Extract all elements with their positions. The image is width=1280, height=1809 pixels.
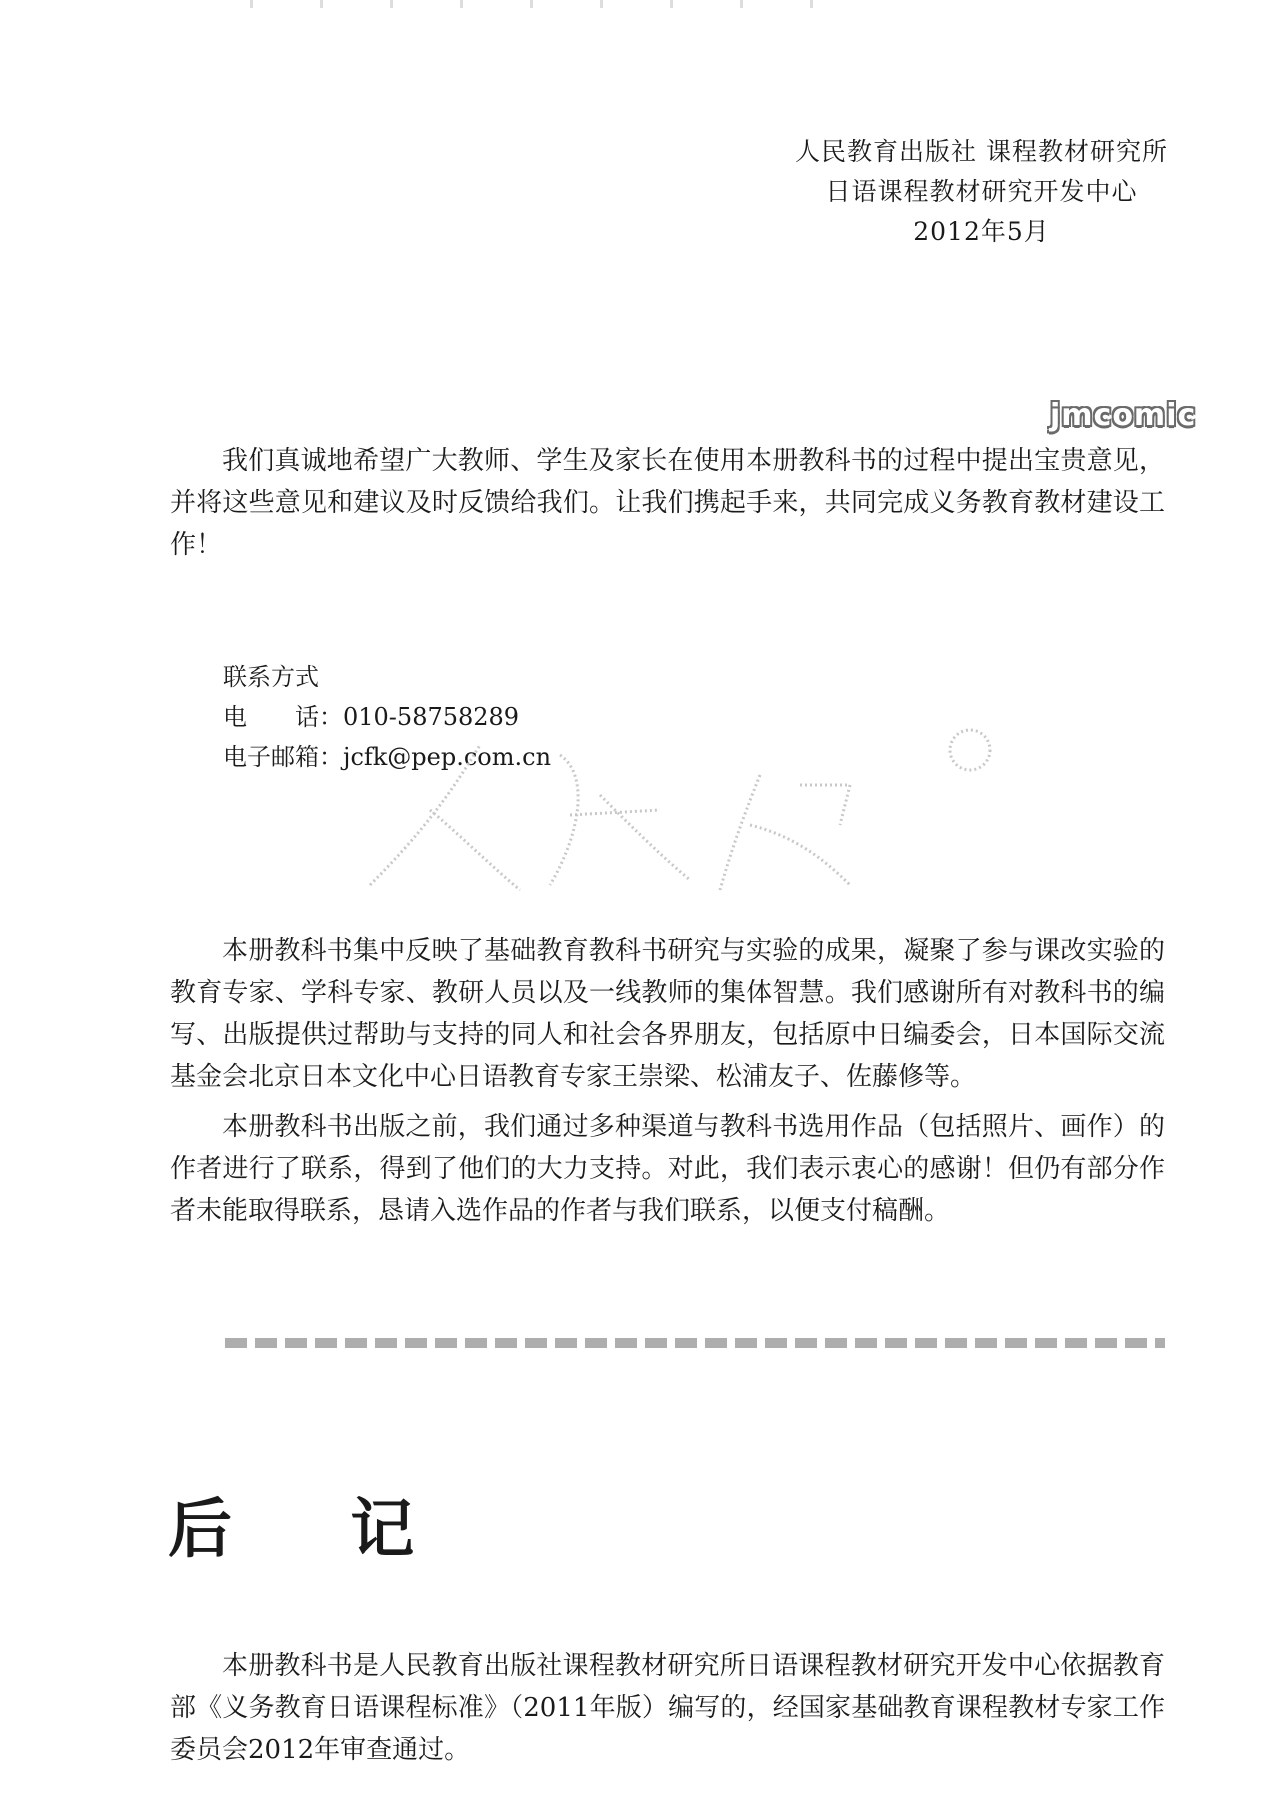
postscript-text: 本册教科书是人民教育出版社课程教材研究所日语课程教材研究开发中心依据教育部《义务教育日语课程标准》（2011年版）编写的，经国家基础教育课程教材专家工作委员会2012年审查通过。 (170, 1651, 1165, 1765)
signature-block (795, 132, 1168, 252)
publisher-logo-watermark (330, 715, 1010, 905)
appeal-paragraph (170, 440, 1165, 566)
acknowledgement-paragraph-2: 本册教科书出版之前，我们通过多种渠道与教科书选用作品（包括照片、画作）的作者进行了联系，得到了他们的大力支持。对此，我们表示衷心的感谢！但仍有部分作者未能取得联系，恳请入选作品的作者与我们联系，以便支付稿酬。 (170, 1112, 1165, 1226)
signature-date: 2012年5月 (913, 217, 1050, 246)
phone-number: 010-58758289 (343, 703, 520, 731)
signature-center: 日语课程教材研究开发中心 (825, 177, 1138, 206)
contact-title: 联系方式 (223, 663, 319, 691)
phone-label: 电 话： (223, 703, 343, 731)
cut-off-text-remnant (220, 0, 860, 8)
signature-publisher: 人民教育出版社 课程教材研究所 (795, 137, 1168, 166)
acknowledgement-paragraph-1: 本册教科书集中反映了基础教育教科书研究与实验的成果，凝聚了参与课改实验的教育专家、学科专家、教研人员以及一线教师的集体智慧。我们感谢所有对教科书的编写、出版提供过帮助与支持的同人和社会各界朋友，包括原中日编委会，日本国际交流基金会北京日本文化中心日语教育专家王崇梁、松浦友子、佐藤修等。 (170, 936, 1165, 1092)
email-label: 电子邮箱： (223, 743, 343, 771)
site-logo-watermark: jmcomic (1050, 398, 1197, 433)
cut-off-text-remnant-bottom (225, 1338, 1165, 1348)
postscript-heading: 后 记 (168, 1492, 463, 1567)
postscript-paragraph (170, 1645, 1165, 1771)
acknowledgement-section (170, 930, 1165, 1232)
appeal-text: 我们真诚地希望广大教师、学生及家长在使用本册教科书的过程中提出宝贵意见，并将这些意见和建议及时反馈给我们。让我们携起手来，共同完成义务教育教材建设工作！ (170, 446, 1165, 560)
email-address: jcfk@pep.com.cn (343, 743, 552, 771)
